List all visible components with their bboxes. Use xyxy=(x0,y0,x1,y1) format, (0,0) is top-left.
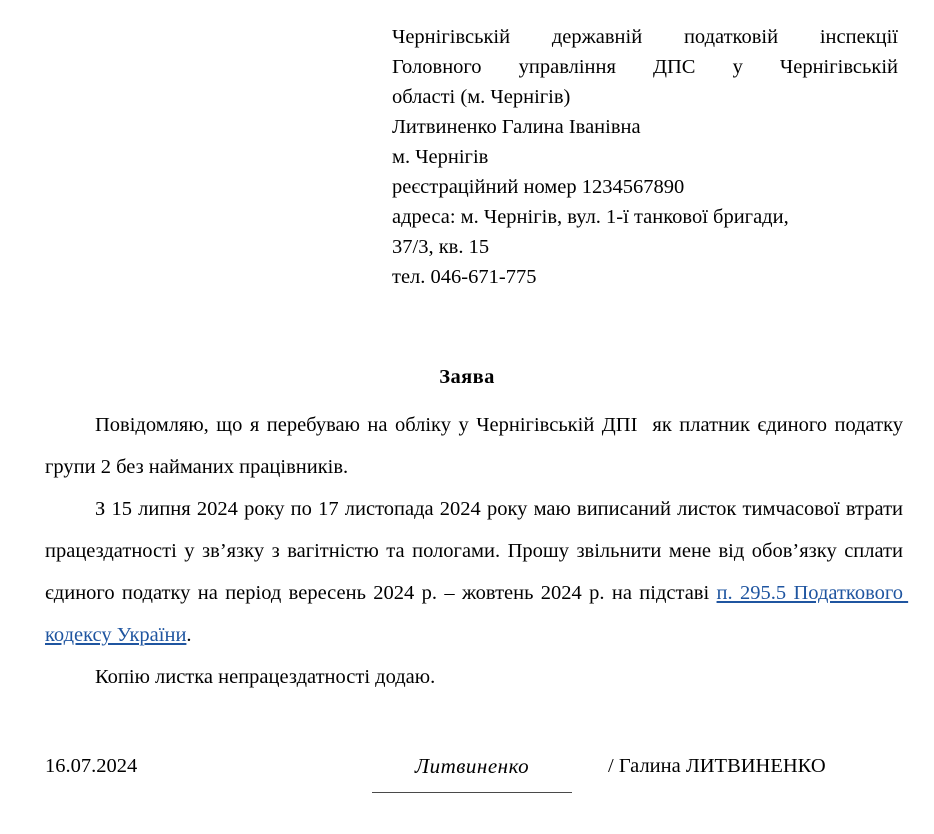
signature-row xyxy=(45,752,903,812)
signature-date: 16.07.2024 xyxy=(45,755,138,777)
addressee-city: м. Чернігів xyxy=(392,146,489,168)
handwritten-signature-text: Литвиненко xyxy=(414,754,530,778)
addressee-address-line-1: адреса: м. Чернігів, вул. 1-ї танкової бригади, xyxy=(392,206,789,228)
body-paragraph-3: Копію листка непрацездатності додаю. xyxy=(95,666,436,688)
addressee-phone: тел. 046-671-775 xyxy=(392,266,537,288)
document-body xyxy=(45,404,909,698)
body-paragraph-2-text-after-link: . xyxy=(186,624,192,646)
body-paragraph-2-text-before-link: З 15 липня 2024 року по 17 листопада 2024 року маю виписаний листок тимчасової втрати працездатності у зв’язку з вагітністю та пологами. Прошу звільнити мене від обов’язку сплати єдиного податку на період вересень 2024 р. – жовтень 2024 р. на підставі xyxy=(45,498,909,604)
signature-printed-name: / Галина ЛИТВИНЕНКО xyxy=(608,755,826,777)
body-paragraph-2 xyxy=(45,488,909,656)
addressee-applicant-name: Литвиненко Галина Іванівна xyxy=(392,116,641,138)
addressee-registration-number: реєстраційний номер 1234567890 xyxy=(392,176,685,198)
addressee-line-2: Головного управління ДПС у Чернігівській xyxy=(392,56,898,78)
addressee-line-3: області (м. Чернігів) xyxy=(392,86,571,108)
addressee-block xyxy=(392,22,898,292)
addressee-line-1: Чернігівській державній податковій інспекції xyxy=(392,26,898,48)
body-paragraph-1: Повідомляю, що я перебуваю на обліку у Чернігівській ДПІ як платник єдиного податку групи 2 без найманих працівників. xyxy=(45,414,909,478)
addressee-address-line-2: 37/3, кв. 15 xyxy=(392,236,490,258)
document-title: Заява xyxy=(439,366,495,388)
tax-code-link[interactable]: п. 295.5 Податкового кодексу України xyxy=(45,582,909,646)
handwritten-signature xyxy=(372,752,572,781)
signature-rule xyxy=(372,792,572,793)
